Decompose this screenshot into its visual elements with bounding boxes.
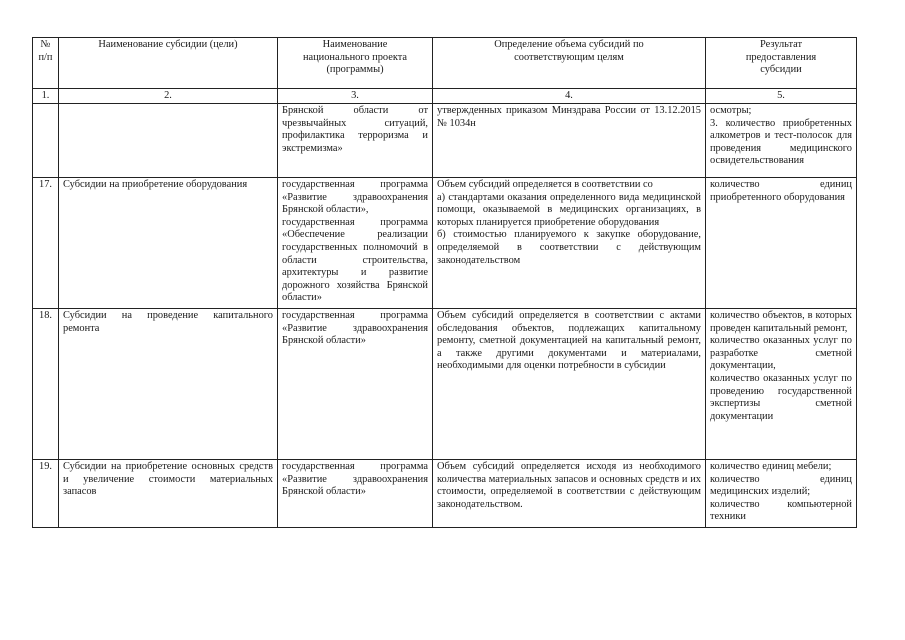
definition-cell <box>433 309 706 460</box>
text-line: соответствующим целям <box>514 51 624 63</box>
text-line: Субсидии на приобретение оборудования <box>63 179 248 190</box>
text-line: количество единиц медицинских изделий; <box>710 473 852 498</box>
text-line: количество компьютерной техники <box>710 498 852 523</box>
text-line: государственная программа «Обеспечение реализации государственных полномочий в области строительства, архитектуры и развитие дорожного хозяйства Брянской области» <box>282 216 428 304</box>
result-cell <box>706 178 857 309</box>
text-line: п/п <box>38 51 53 63</box>
subsidy-table <box>32 37 857 528</box>
text-line: Субсидии на проведение капитального ремонта <box>63 310 273 334</box>
text-line: количество объектов, в которых проведен капитальный ремонт, <box>710 310 852 334</box>
text-line: предоставления <box>745 51 817 63</box>
text-line: Наименование <box>322 39 388 50</box>
text-line: Объем субсидий определяется в соответствии со <box>437 179 653 190</box>
text-line: Объем субсидий определяется в соответствии с актами обследования объектов, подлежащих капитальному ремонту, сметной документацией на капитальный ремонт, а также другими документами и материалами, необходимыми для оценки потребности в субсидии <box>437 310 701 372</box>
table-row-continuation <box>33 104 857 178</box>
table-row-18 <box>33 309 857 460</box>
subsidy-name-cell <box>59 309 278 460</box>
subsidy-name-cell <box>59 104 278 178</box>
header-program-name <box>278 38 433 89</box>
result-cell <box>706 104 857 178</box>
row-number: 19. <box>33 460 59 528</box>
result-cell <box>706 460 857 528</box>
definition-cell <box>433 460 706 528</box>
text-line: количество оказанных услуг по проведению государственной экспертизы сметной документации <box>710 372 852 422</box>
column-number-4: 4. <box>433 89 706 104</box>
text-line: осмотры; <box>710 105 752 116</box>
column-number-3: 3. <box>278 89 433 104</box>
text-line: национального проекта <box>302 51 408 63</box>
column-number-1: 1. <box>33 89 59 104</box>
subsidy-name-cell <box>59 178 278 309</box>
table-row-17 <box>33 178 857 309</box>
text-line: утвержденных приказом Минздрава России от 13.12.2015 № 1034н <box>437 105 701 129</box>
header-volume-definition <box>433 38 706 89</box>
text-line: (программы) <box>326 64 384 76</box>
result-cell <box>706 309 857 460</box>
program-cell <box>278 309 433 460</box>
table-row-19 <box>33 460 857 528</box>
text-line: государственная программа «Развитие здравоохранения Брянской области» <box>282 310 428 347</box>
text-line: количество оказанных услуг по разработке сметной документации, <box>710 335 852 372</box>
text-line: Определение объема субсидий по <box>494 39 644 50</box>
text-line: количество единиц мебели; <box>710 461 832 472</box>
program-cell <box>278 104 433 178</box>
text-line: государственная программа «Развитие здравоохранения Брянской области» <box>282 461 428 498</box>
text-line: а) стандартами оказания определенного вида медицинской помощи, оказываемой в медицинских организациях, в которых планируется приобретение оборудования <box>437 191 701 228</box>
row-number: 18. <box>33 309 59 460</box>
text-line: Наименование субсидии (цели) <box>98 39 238 50</box>
definition-cell <box>433 104 706 178</box>
table-header-row <box>33 38 857 89</box>
text-line: б) стоимостью планируемого к закупке оборудование, определяемой в соответствии с действующим законодательством <box>437 229 701 266</box>
text-line: Брянской области от чрезвычайных ситуаций, профилактика терроризма и экстремизма» <box>282 105 428 154</box>
header-subsidy-name <box>59 38 278 89</box>
definition-cell <box>433 178 706 309</box>
text-line: Результат <box>759 39 803 50</box>
column-number-2: 2. <box>59 89 278 104</box>
program-cell <box>278 460 433 528</box>
text-line: государственная программа «Развитие здравоохранения Брянской области», <box>282 179 428 216</box>
text-line: субсидии <box>760 64 802 76</box>
text-line: количество единиц приобретенного оборудования <box>710 179 852 203</box>
text-line: Объем субсидий определяется исходя из необходимого количества материальных запасов и основных средств и их стоимости, определяемой в соответствии с действующим законодательством. <box>437 461 701 510</box>
header-result <box>706 38 857 89</box>
text-line: 3. количество приобретенных алкометров и тест-полосок для проведения медицинского освидетельствования <box>710 117 852 167</box>
row-number: 17. <box>33 178 59 309</box>
row-number <box>33 104 59 178</box>
column-numbering-row <box>33 89 857 104</box>
text-line: № <box>40 39 51 50</box>
column-number-5: 5. <box>706 89 857 104</box>
program-cell <box>278 178 433 309</box>
subsidy-name-cell <box>59 460 278 528</box>
text-line: Субсидии на приобретение основных средств и увеличение стоимости материальных запасов <box>63 461 273 498</box>
header-number <box>33 38 59 89</box>
